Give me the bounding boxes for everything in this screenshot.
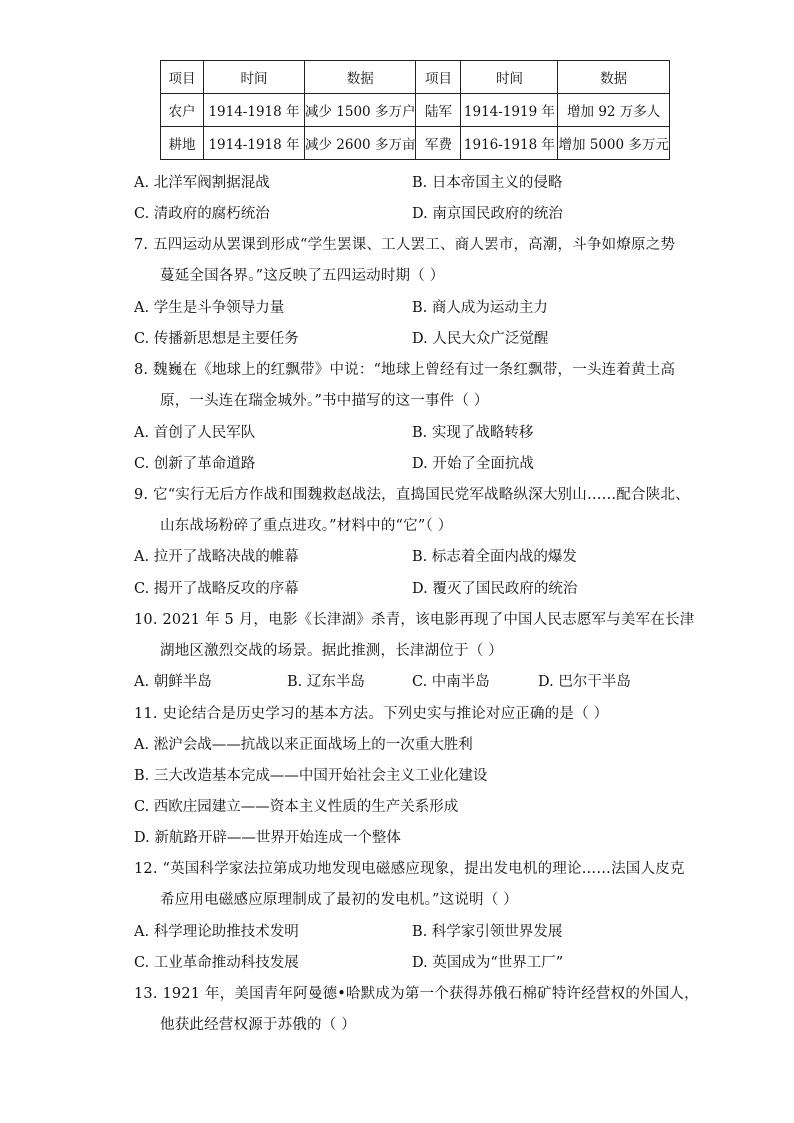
header-cell: 数据 [558, 61, 669, 94]
q13-stem-line-1: 13. 1921 年，美国青年阿曼德•哈默成为第一个获得苏俄石棉矿特许经营权的外国人， [134, 986, 699, 1002]
data-table [160, 60, 670, 160]
q10-option-b: B. 辽东半岛 [287, 674, 365, 690]
q7-option-b: B. 商人成为运动主力 [412, 300, 548, 316]
table-cell: 耕地 [161, 127, 204, 160]
q6-option-d: D. 南京国民政府的统治 [412, 206, 563, 222]
q12-option-a: A. 科学理论助推技术发明 [134, 924, 299, 940]
table-cell: 1914-1918 年 [204, 94, 305, 127]
table-cell: 1914-1919 年 [461, 94, 558, 127]
q8-option-c: C. 创新了革命道路 [134, 456, 256, 472]
q9-stem-line-2: 山东战场粉碎了重点进攻。”材料中的“它”（ ） [160, 518, 453, 534]
q12-stem-line-2: 希应用电磁感应原理制成了最初的发电机。”这说明（ ） [160, 892, 518, 908]
q10-stem-line-2: 湖地区激烈交战的场景。据此推测，长津湖位于（ ） [160, 643, 503, 659]
q11-option-d: D. 新航路开辟——世界开始连成一个整体 [134, 830, 401, 846]
table-row [161, 94, 670, 127]
q7-stem-line-2: 蔓延全国各界。”这反映了五四运动时期（ ） [160, 268, 445, 284]
q7-stem-line-1: 7. 五四运动从罢课到形成“学生罢课、工人罢工、商人罢市，高潮，斗争如燎原之势 [134, 237, 676, 253]
q12-stem-line-1: 12. “英国科学家法拉第成功地发现电磁感应现象，提出发电机的理论……法国人皮克 [134, 861, 685, 877]
table-cell: 1916-1918 年 [461, 127, 558, 160]
q12-option-b: B. 科学家引领世界发展 [412, 924, 563, 940]
q10-option-a: A. 朝鲜半岛 [134, 674, 212, 690]
header-cell: 项目 [416, 61, 461, 94]
q9-option-a: A. 拉开了战略决战的帷幕 [134, 549, 299, 565]
header-cell: 时间 [204, 61, 305, 94]
table-cell: 农户 [161, 94, 204, 127]
header-cell: 时间 [461, 61, 558, 94]
table-cell: 1914-1918 年 [204, 127, 305, 160]
header-cell: 数据 [305, 61, 416, 94]
q8-option-d: D. 开始了全面抗战 [412, 456, 534, 472]
q8-option-b: B. 实现了战略转移 [412, 425, 534, 441]
q6-option-b: B. 日本帝国主义的侵略 [412, 175, 563, 191]
q8-stem-line-2: 原，一头连在瑞金城外。”书中描写的这一事件（ ） [160, 393, 489, 409]
q7-option-d: D. 人民大众广泛觉醒 [412, 331, 549, 347]
table-cell: 增加 92 万多人 [558, 94, 669, 127]
q9-option-b: B. 标志着全面内战的爆发 [412, 549, 577, 565]
table-cell: 增加 5000 多万元 [558, 127, 669, 160]
q11-stem-line-1: 11. 史论结合是历史学习的基本方法。下列史实与推论对应正确的是（ ） [134, 706, 609, 722]
q8-stem-line-1: 8. 魏巍在《地球上的红飘带》中说：“地球上曾经有过一条红飘带，一头连着黄土高 [134, 362, 676, 378]
table-cell: 军费 [416, 127, 461, 160]
q8-option-a: A. 首创了人民军队 [134, 425, 256, 441]
q9-stem-line-1: 9. 它“实行无后方作战和围魏救赵战法，直捣国民党军战略纵深大别山……配合陕北、 [134, 487, 690, 503]
q6-option-c: C. 清政府的腐朽统治 [134, 206, 270, 222]
q10-stem-line-1: 10. 2021 年 5 月，电影《长津湖》杀青，该电影再现了中国人民志愿军与美军在长津 [134, 612, 695, 628]
table-cell: 减少 2600 多万亩 [305, 127, 416, 160]
q12-option-c: C. 工业革命推动科技发展 [134, 955, 299, 971]
q6-option-a: A. 北洋军阀割据混战 [134, 175, 270, 191]
q7-option-c: C. 传播新思想是主要任务 [134, 331, 299, 347]
q10-option-c: C. 中南半岛 [412, 674, 490, 690]
q9-option-d: D. 覆灭了国民政府的统治 [412, 581, 578, 597]
table-cell: 陆军 [416, 94, 461, 127]
q12-option-d: D. 英国成为“世界工厂” [412, 955, 564, 971]
q7-option-a: A. 学生是斗争领导力量 [134, 300, 285, 316]
q9-option-c: C. 揭开了战略反攻的序幕 [134, 581, 299, 597]
q10-option-d: D. 巴尔干半岛 [538, 674, 631, 690]
table-header-row [161, 61, 670, 94]
q11-option-a: A. 淞沪会战——抗战以来正面战场上的一次重大胜利 [134, 737, 473, 753]
q11-option-c: C. 西欧庄园建立——资本主义性质的生产关系形成 [134, 799, 459, 815]
q13-stem-line-2: 他获此经营权源于苏俄的（ ） [160, 1017, 356, 1033]
table-row [161, 127, 670, 160]
header-cell: 项目 [161, 61, 204, 94]
table-cell: 减少 1500 多万户 [305, 94, 416, 127]
q11-option-b: B. 三大改造基本完成——中国开始社会主义工业化建设 [134, 768, 488, 784]
